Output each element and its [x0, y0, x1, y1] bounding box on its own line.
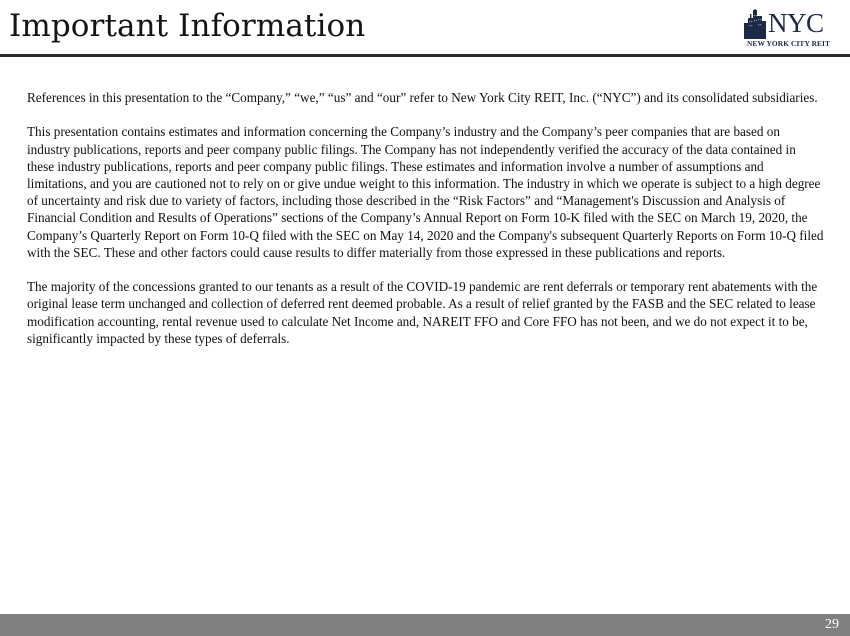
footer-bar: [0, 614, 850, 636]
header-divider: [0, 54, 850, 57]
page-title: Important Information: [9, 8, 366, 44]
page-number: 29: [825, 617, 839, 632]
company-logo: [744, 9, 839, 49]
paragraph-covid-concessions: The majority of the concessions granted to our tenants as a result of the COVID-19 pandemic are rent deferrals or temporary rent abatements with the original lease term unchanged and collection of deferred rent deemed probable. As a result of relief granted by the FASB and the SEC related to lease modification accounting, rental revenue used to calculate Net Income and, NAREIT FFO and Core FFO has not been, and we do not expect it to be, significantly impacted by these types of deferrals.: [27, 279, 818, 346]
paragraph-definitions: References in this presentation to the “Company,” “we,” “us” and “our” refer to New York City REIT, Inc. (“NYC”) and its consolidated subsidiaries.: [27, 90, 818, 105]
logo-tagline: NEW YORK CITY REIT: [747, 39, 831, 48]
paragraph-industry-estimates: This presentation contains estimates and information concerning the Company’s industry and the Company’s peer companies that are based on industry publications, reports and peer company public filings. The Company has not independently verified the accuracy of the data contained in these industry publications, reports and peer company public filings. These estimates and information involve a number of assumptions and limitations, and you are cautioned not to rely on or give undue weight to this information. The industry in which we operate is subject to a high degree of uncertainty and risk due to variety of factors, including those described in the “Risk Factors” and “Management's Discussion and Analysis of Financial Condition and Results of Operations” sections of the Company’s Annual Report on Form 10-K filed with the SEC on March 19, 2020, the Company’s Quarterly Report on Form 10-Q filed with the SEC on May 14, 2020 and the Company's subsequent Quarterly Reports on Form 10-Q filed with the SEC. These and other factors could cause results to differ materially from those expressed in these publications and reports.: [27, 124, 824, 260]
logo-wordmark: NYC: [768, 8, 824, 38]
city-skyline-icon: [744, 9, 768, 39]
body-text: [27, 89, 824, 364]
